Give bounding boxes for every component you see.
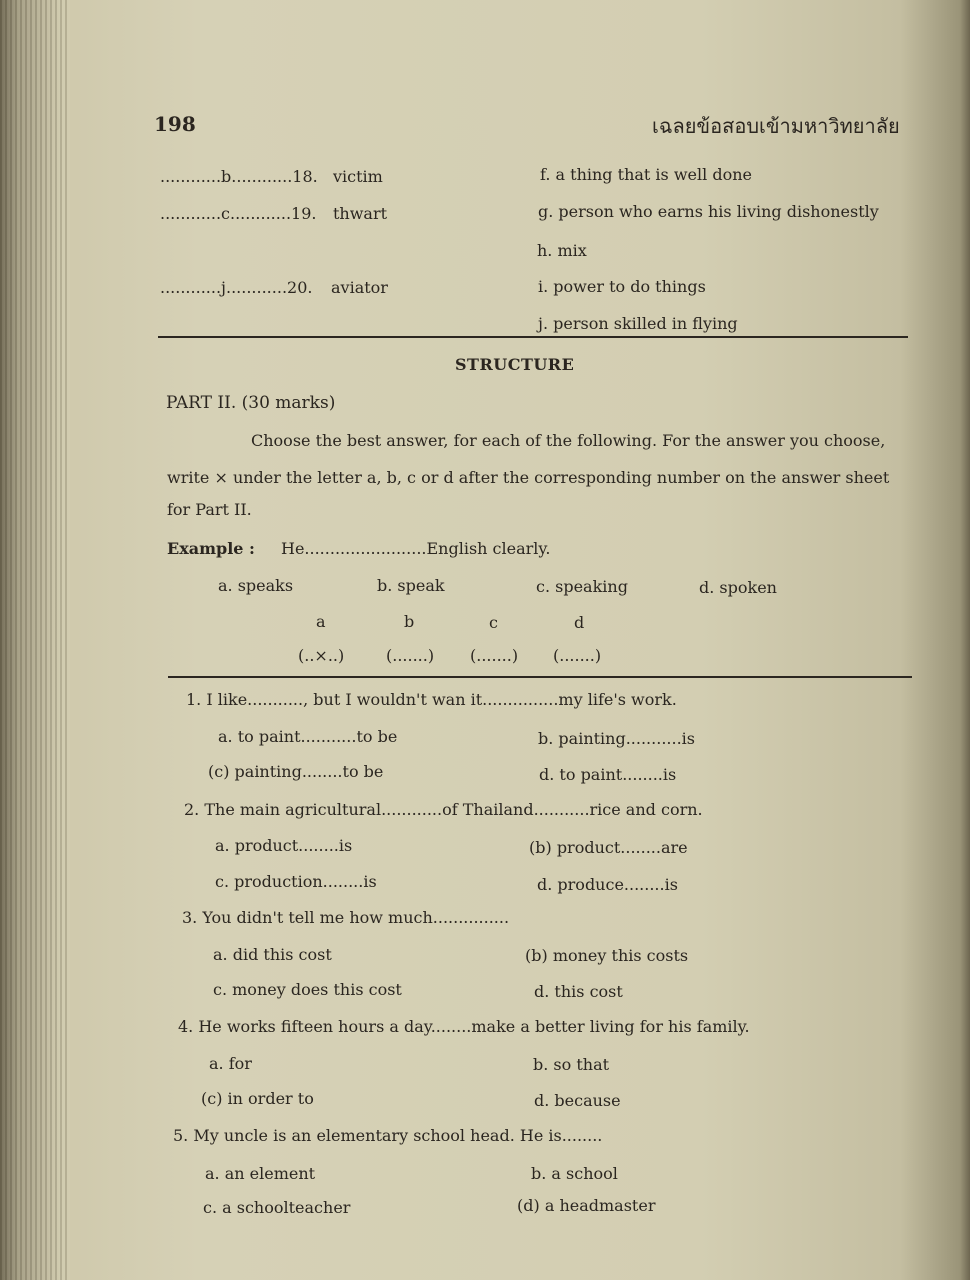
section-heading: STRUCTURE bbox=[455, 355, 575, 374]
question-option: a. did this cost bbox=[213, 945, 332, 964]
answer-box: (.......) bbox=[386, 646, 435, 665]
example-sentence: He........................English clearly. bbox=[281, 539, 551, 558]
question-stem: 4. He works fifteen hours a day........make a better living for his family. bbox=[178, 1017, 750, 1036]
answer-letter: d bbox=[574, 613, 585, 632]
question-option: b. so that bbox=[533, 1055, 610, 1074]
example-option: c. speaking bbox=[536, 577, 628, 596]
matching-definition: g. person who earns his living dishonestly bbox=[538, 202, 879, 221]
answer-box: (.......) bbox=[553, 646, 602, 665]
question-option: (b) money this costs bbox=[525, 946, 689, 965]
question-stem: 3. You didn't tell me how much............... bbox=[182, 908, 510, 927]
question-option: b. painting...........is bbox=[538, 729, 695, 748]
matching-word: thwart bbox=[333, 204, 388, 223]
question-option: a. to paint...........to be bbox=[218, 727, 398, 746]
answer-letter: c bbox=[489, 613, 498, 632]
question-option: (c) in order to bbox=[201, 1089, 314, 1108]
matching-answer: ............b............18. bbox=[160, 167, 318, 186]
question-option: d. because bbox=[534, 1091, 621, 1110]
page-number: 198 bbox=[154, 112, 196, 136]
part-title: PART II. (30 marks) bbox=[166, 393, 336, 413]
section-divider bbox=[158, 336, 908, 338]
matching-word: victim bbox=[333, 167, 383, 186]
section-divider bbox=[168, 676, 912, 678]
matching-answer: ............j............20. bbox=[160, 278, 313, 297]
matching-definition: h. mix bbox=[537, 241, 587, 260]
instruction-line: write × under the letter a, b, c or d after the corresponding number on the answer sheet bbox=[167, 468, 890, 487]
example-option: a. speaks bbox=[218, 576, 294, 595]
question-option: (c) painting........to be bbox=[208, 762, 384, 781]
instruction-line: for Part II. bbox=[167, 500, 252, 519]
instruction-line: Choose the best answer, for each of the following. For the answer you choose, bbox=[251, 431, 886, 450]
question-stem: 2. The main agricultural............of Thailand...........rice and corn. bbox=[184, 800, 703, 819]
question-option: (b) product........are bbox=[529, 838, 688, 857]
book-title: เฉลยข้อสอบเข้ามหาวิทยาลัย bbox=[652, 114, 900, 138]
example-label: Example : bbox=[167, 539, 255, 558]
example-option: d. spoken bbox=[699, 578, 777, 597]
question-option: a. an element bbox=[205, 1164, 316, 1183]
answer-letter: a bbox=[316, 612, 326, 631]
question-option: (d) a headmaster bbox=[517, 1196, 656, 1215]
matching-word: aviator bbox=[331, 278, 388, 297]
question-option: b. a school bbox=[531, 1164, 618, 1183]
example-option: b. speak bbox=[377, 576, 445, 595]
matching-definition: j. person skilled in flying bbox=[538, 314, 738, 333]
question-option: a. product........is bbox=[215, 836, 353, 855]
question-option: c. money does this cost bbox=[213, 980, 402, 999]
question-option: d. produce........is bbox=[537, 875, 678, 894]
page-stack-edge bbox=[0, 0, 70, 1280]
question-stem: 1. I like..........., but I wouldn't wan it...............my life's work. bbox=[186, 690, 677, 709]
answer-box: (.......) bbox=[470, 646, 519, 665]
answer-letter: b bbox=[404, 612, 415, 631]
question-option: c. a schoolteacher bbox=[203, 1198, 351, 1217]
matching-definition: f. a thing that is well done bbox=[540, 165, 752, 184]
question-stem: 5. My uncle is an elementary school head. He is........ bbox=[173, 1126, 603, 1145]
question-option: c. production........is bbox=[215, 872, 377, 891]
question-option: d. to paint........is bbox=[539, 765, 677, 784]
matching-answer: ............c............19. bbox=[160, 204, 317, 223]
matching-definition: i. power to do things bbox=[538, 277, 706, 296]
question-option: d. this cost bbox=[534, 982, 623, 1001]
answer-box: (..×..) bbox=[298, 646, 345, 665]
question-option: a. for bbox=[209, 1054, 252, 1073]
